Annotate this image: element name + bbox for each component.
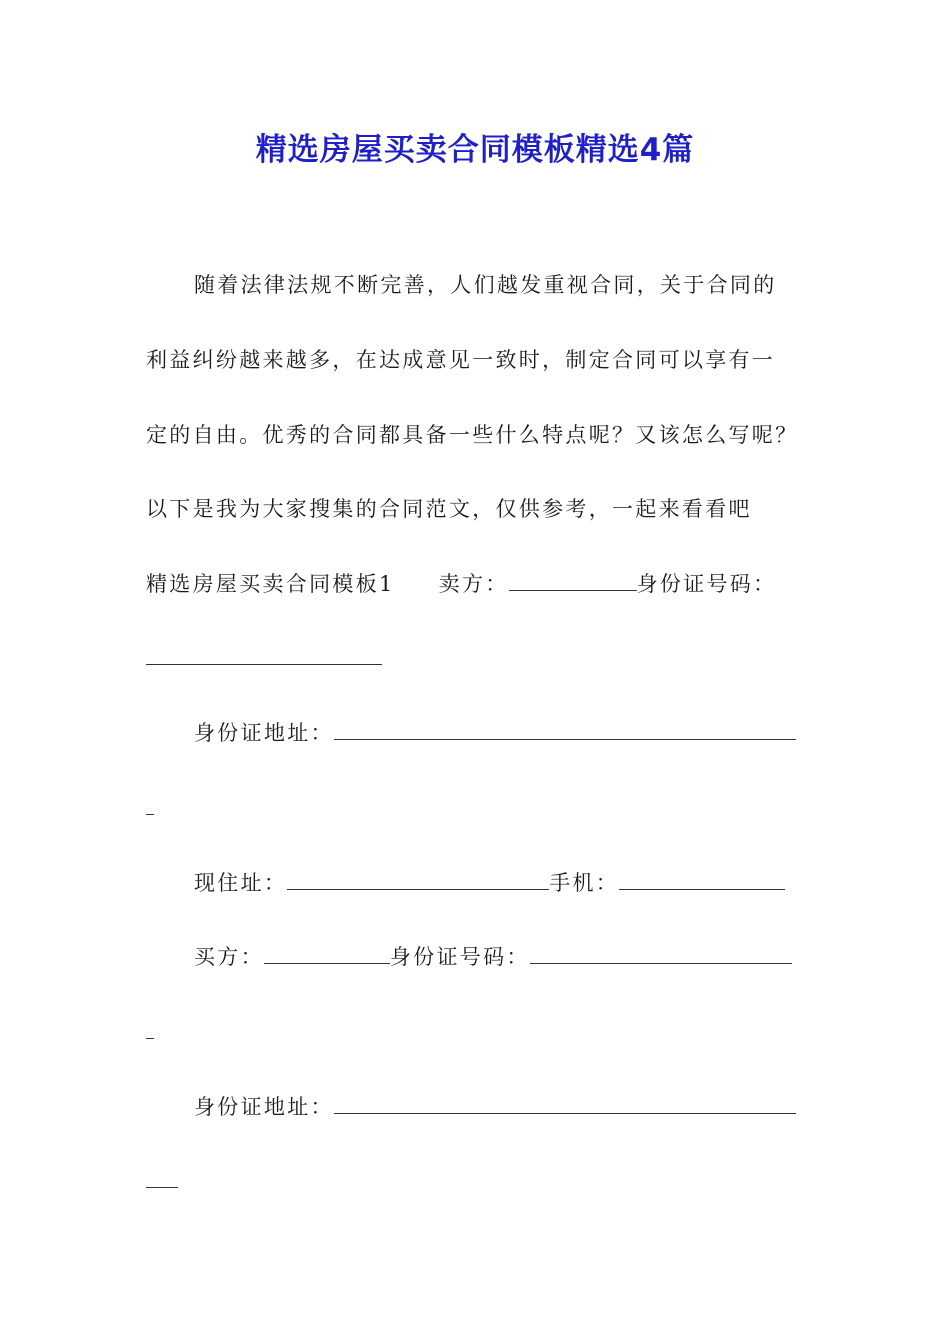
seller-contact-row [194,868,785,898]
mobile-label: 手机： [549,871,620,895]
seller-id-address-row [194,718,796,748]
contract-heading: 精选房屋买卖合同模板1 [146,572,395,596]
buyer-id-address-field[interactable] [334,1093,796,1114]
buyer-id-number-continuation [146,1017,154,1047]
document-title: 精选房屋买卖合同模板精选4篇 [255,132,695,168]
seller-id-address-field-continued[interactable] [146,794,154,815]
seller-id-number-field[interactable] [146,644,382,665]
seller-id-number-row [146,643,382,673]
mobile-field[interactable] [619,869,785,890]
buyer-id-number-label: 身份证号码： [389,945,530,969]
intro-line-3: 定的自由。优秀的合同都具备一些什么特点呢？又该怎么写呢？ [146,423,799,447]
seller-id-number-label: 身份证号码： [636,572,777,596]
buyer-id-number-field[interactable] [530,943,792,964]
buyer-id-address-continuation [146,1166,178,1196]
intro-line-1: 随着法律法规不断完善，人们越发重视合同，关于合同的 [194,273,777,297]
current-address-label: 现住址： [194,871,288,895]
seller-name-field[interactable] [509,570,637,591]
seller-id-address-field[interactable] [334,719,796,740]
buyer-label: 买方： [194,945,264,969]
seller-id-address-continuation [146,793,154,823]
buyer-id-number-field-continued[interactable] [146,1018,154,1039]
intro-line-2: 利益纠纷越来越多，在达成意见一致时，制定合同可以享有一 [146,348,776,372]
current-address-field[interactable] [287,869,549,890]
buyer-name-field[interactable] [264,943,390,964]
seller-label: 卖方： [438,572,509,596]
buyer-row [194,942,792,972]
buyer-id-address-label: 身份证地址： [194,1095,334,1119]
seller-id-address-label: 身份证地址： [194,721,334,745]
seller-row [146,569,776,599]
intro-line-4: 以下是我为大家搜集的合同范文，仅供参考，一起来看看吧 [146,497,752,521]
buyer-id-address-field-continued[interactable] [146,1167,178,1188]
buyer-id-address-row [194,1092,796,1122]
